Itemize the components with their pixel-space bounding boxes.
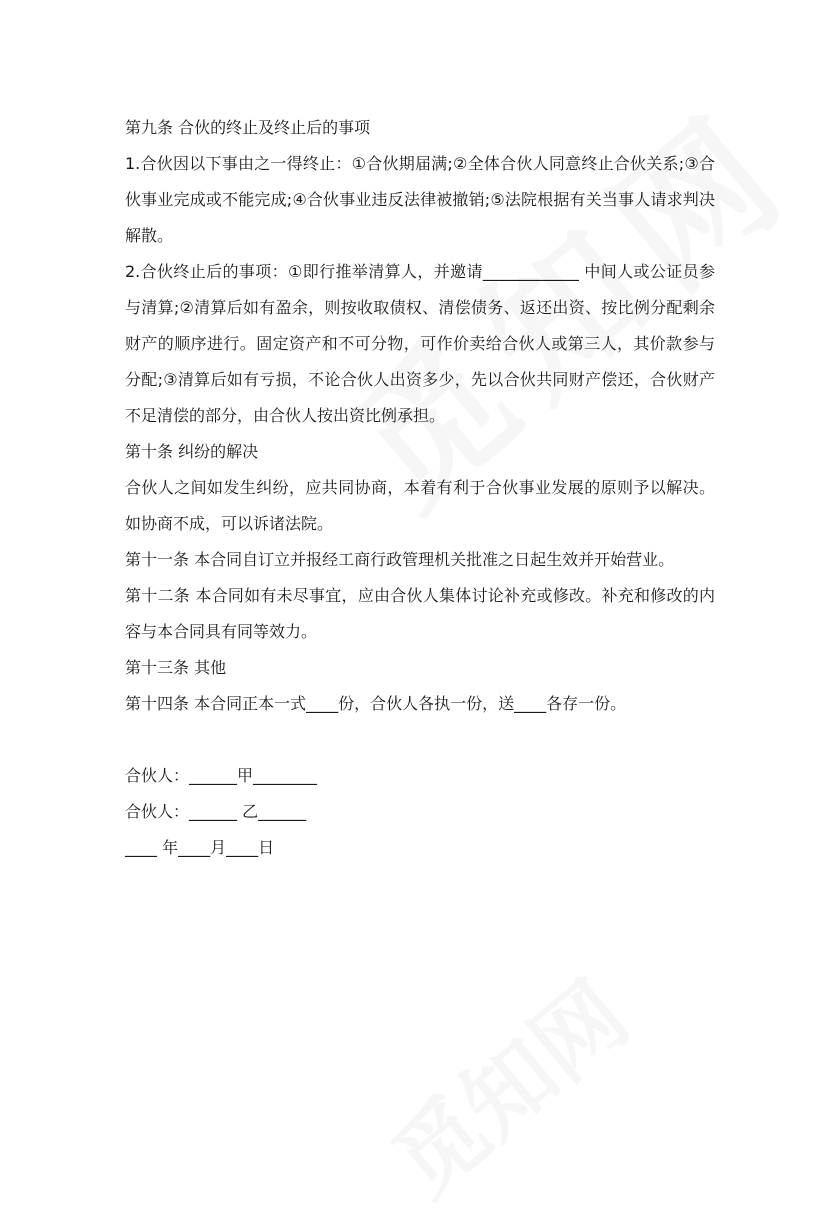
signature-partner-a: 合伙人：______甲________ bbox=[125, 766, 318, 785]
article-9-clause-2: 2.合伙终止后的事项：①即行推举清算人，并邀请____________ 中间人或公证员参与清算;②清算后如有盈余，则按收取债权、清偿债务、返还出资、按比例分配剩余财产的顺序进行。固定资产和不可分物，可作价卖给合伙人或第三人，其价款参与分配;③清算后如有亏损，不论合伙人出资多少，先以合伙共同财产偿还，合伙财产不足清偿的部分，由合伙人按出资比例承担。 bbox=[125, 262, 715, 425]
article-9-clause-1: 1.合伙因以下事由之一得终止：①合伙期届满;②全体合伙人同意终止合伙关系;③合伙事业完成或不能完成;④合伙事业违反法律被撤销;⑤法院根据有关当事人请求判决解散。 bbox=[125, 154, 715, 245]
article-10-heading: 第十条 纠纷的解决 bbox=[125, 442, 259, 461]
article-9-heading: 第九条 合伙的终止及终止后的事项 bbox=[125, 118, 371, 137]
article-14: 第十四条 本合同正本一式____份，合伙人各执一份，送____各存一份。 bbox=[125, 694, 627, 713]
watermark-bottom bbox=[360, 946, 650, 1219]
article-11: 第十一条 本合同自订立并报经工商行政管理机关批准之日起生效并开始营业。 bbox=[125, 550, 675, 569]
signature-date: ____ 年____月____日 bbox=[125, 838, 275, 857]
article-10-body: 合伙人之间如发生纠纷，应共同协商，本着有利于合伙事业发展的原则予以解决。如协商不成，可以诉诸法院。 bbox=[125, 478, 715, 533]
signature-partner-b: 合伙人：______ 乙______ bbox=[125, 802, 307, 821]
spacer bbox=[125, 722, 715, 758]
article-12: 第十二条 本合同如有未尽事宜，应由合伙人集体讨论补充或修改。补充和修改的内容与本合同具有同等效力。 bbox=[125, 586, 715, 641]
document-body bbox=[125, 110, 715, 866]
article-13: 第十三条 其他 bbox=[125, 658, 227, 677]
